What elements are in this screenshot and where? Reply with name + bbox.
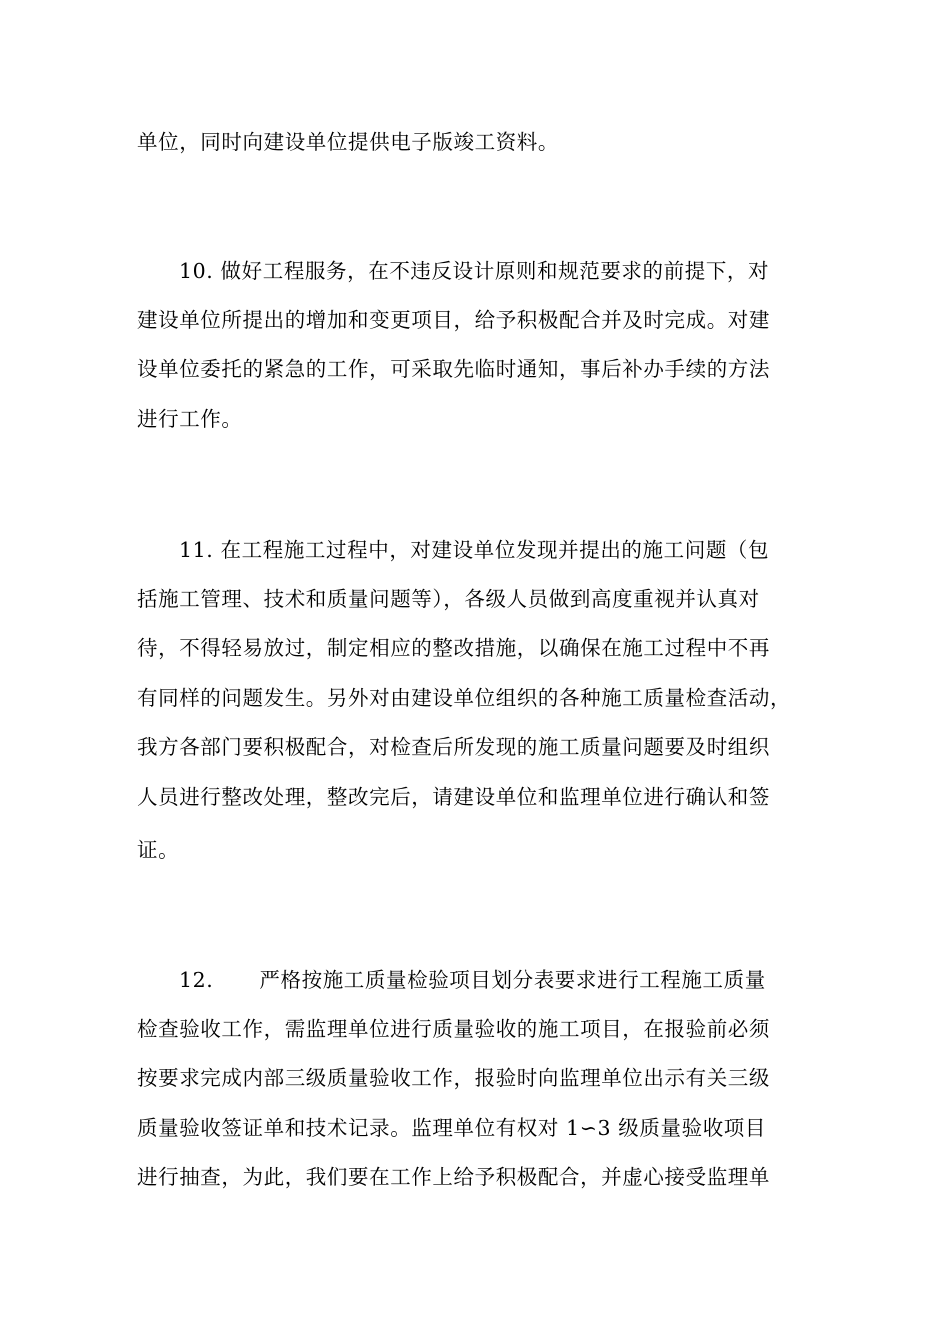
text-line bbox=[179, 965, 766, 995]
text-line: 质量验收签证单和技术记录。监理单位有权对 1∽3 级质量验收项目 bbox=[137, 1116, 766, 1140]
text-line: 人员进行整改处理，整改完后，请建设单位和监理单位进行确认和签 bbox=[137, 785, 770, 809]
text-line: 进行工作。 bbox=[137, 407, 243, 431]
text-line: 10. 做好工程服务，在不违反设计原则和规范要求的前提下，对 bbox=[179, 259, 770, 283]
text-line-intro: 单位，同时向建设单位提供电子版竣工资料。 bbox=[137, 130, 559, 154]
text-line: 建设单位所提出的增加和变更项目，给予积极配合并及时完成。对建 bbox=[137, 308, 770, 332]
text-line: 我方各部门要积极配合，对检查后所发现的施工质量问题要及时组织 bbox=[137, 735, 770, 759]
text-line: 检查验收工作，需监理单位进行质量验收的施工项目，在报验前必须 bbox=[137, 1017, 770, 1041]
text-line: 证。 bbox=[137, 838, 180, 862]
text-line: 设单位委托的紧急的工作，可采取先临时通知，事后补办手续的方法 bbox=[137, 357, 770, 381]
text-line: 待，不得轻易放过，制定相应的整改措施，以确保在施工过程中不再 bbox=[137, 636, 770, 660]
text-line: 11. 在工程施工过程中，对建设单位发现并提出的施工问题（包 bbox=[179, 538, 770, 562]
text-line: 按要求完成内部三级质量验收工作，报验时向监理单位出示有关三级 bbox=[137, 1066, 770, 1090]
text-line: 括施工管理、技术和质量问题等），各级人员做到高度重视并认真对 bbox=[137, 587, 760, 611]
text-span: 严格按施工质量检验项目划分表要求进行工程施工质量 bbox=[259, 968, 766, 992]
paragraph-number: 12. bbox=[179, 968, 214, 992]
text-line: 有同样的问题发生。另外对由建设单位组织的各种施工质量检查活动， bbox=[137, 686, 792, 710]
text-line: 进行抽查，为此，我们要在工作上给予积极配合，并虚心接受监理单 bbox=[137, 1165, 770, 1189]
